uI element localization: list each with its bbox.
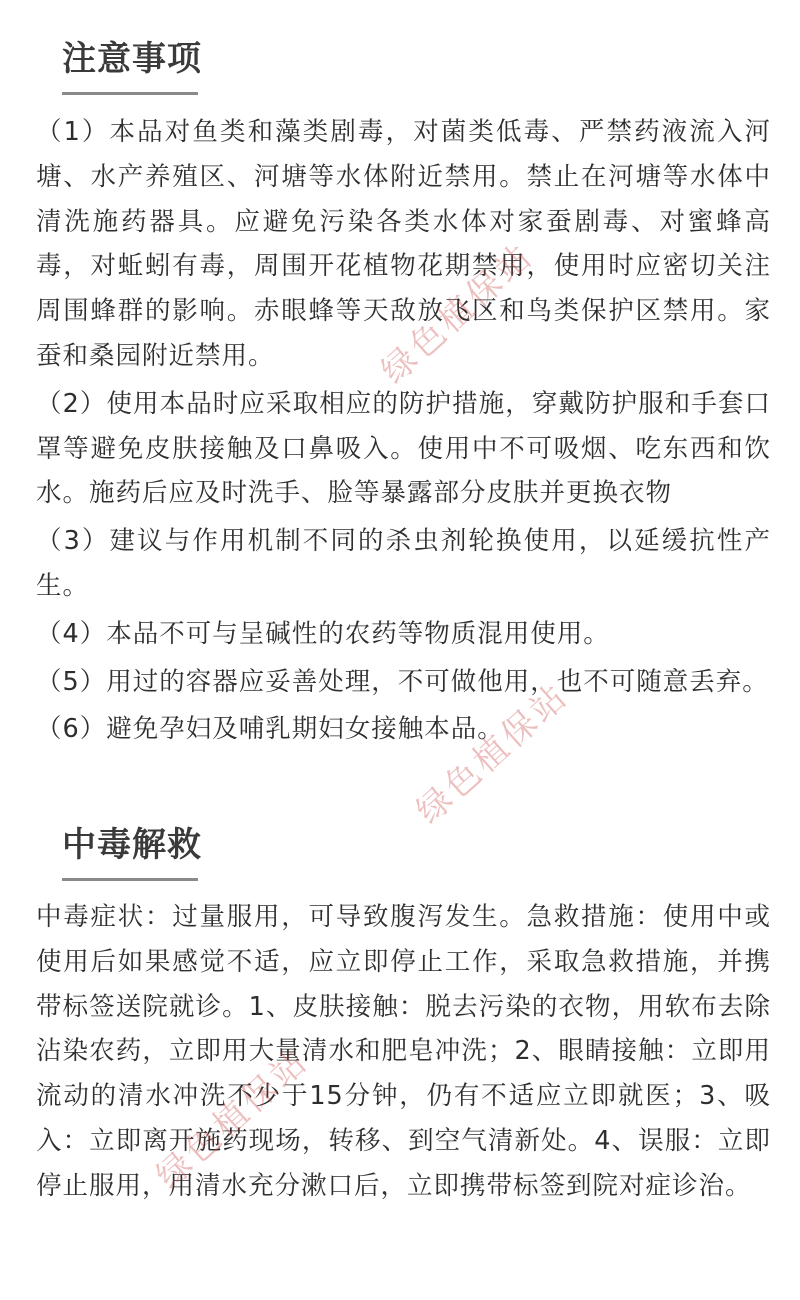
- first-aid-paragraph: 中毒症状：过量服用，可导致腹泻发生。急救措施：使用中或使用后如果感觉不适，应立即停止工作，采取急救措施，并携带标签送院就诊。1、皮肤接触：脱去污染的衣物，用软布去除沾染农药，立即用大量清水和肥皂冲洗；2、眼睛接触：立即用流动的清水冲洗不少于15分钟，仍有不适应立即就医；3、吸入：立即离开施药现场，转移、到空气清新处。4、误服：立即停止服用，用清水充分漱口后，立即携带标签到院对症诊治。: [36, 902, 771, 1201]
- precaution-item-6: （6）避免孕妇及哺乳期妇女接触本品。: [36, 714, 504, 745]
- precaution-item-2: （2）使用本品时应采取相应的防护措施，穿戴防护服和手套口罩等避免皮肤接触及口鼻吸入。使用中不可吸烟、吃东西和饮水。施药后应及时洗手、脸等暴露部分皮肤并更换衣物: [36, 388, 771, 509]
- section-title-poisoning-first-aid: 中毒解救: [62, 825, 202, 865]
- precaution-item-1: （1）本品对鱼类和藻类剧毒，对菌类低毒、严禁药液流入河塘、水产养殖区、河塘等水体附近禁用。禁止在河塘等水体中清洗施药器具。应避免污染各类水体对家蚕剧毒、对蜜蜂高毒，对蚯蚓有毒，周围开花植物花期禁用，使用时应密切关注周围蜂群的影响。赤眼蜂等天敌放飞区和鸟类保护区禁用。家蚕和桑园附近禁用。: [36, 117, 771, 371]
- precautions-list: [36, 110, 771, 752]
- first-aid-text: [36, 895, 771, 1209]
- watermark-text: 绿色植保站: [148, 1040, 317, 1197]
- watermark-text: 绿色植保站: [408, 675, 577, 832]
- precaution-item-4: （4）本品不可与呈碱性的农药等物质混用使用。: [36, 618, 610, 649]
- precaution-item-3: （3）建议与作用机制不同的杀虫剂轮换使用，以延缓抗性产生。: [36, 526, 771, 601]
- section-title-precautions: 注意事项: [62, 39, 202, 79]
- precaution-item-5: （5）用过的容器应妥善处理，不可做他用，也不可随意丢弃。: [36, 666, 769, 697]
- title-underline: [62, 878, 198, 881]
- watermark-text: 绿色植保站: [373, 235, 542, 392]
- title-underline: [62, 92, 198, 95]
